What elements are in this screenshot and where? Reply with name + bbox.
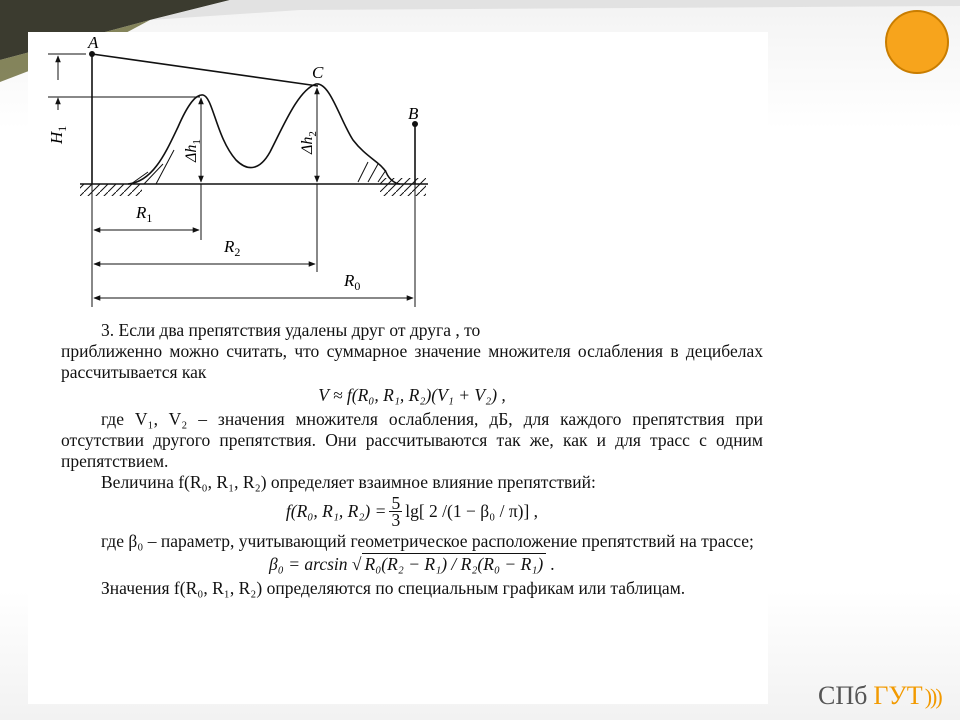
orange-circle-decoration: [885, 10, 949, 74]
body-text: [61, 320, 763, 599]
label-dh2: $\Delta h_2$: [299, 131, 319, 154]
formula-mutual-influence: [61, 495, 763, 528]
paragraph-3: Величина f(R₀, R₁, R₂) определяет взаимное влияние препятствий:: [101, 472, 596, 492]
logo-waves-icon: ))): [924, 684, 941, 709]
terrain-profile: [128, 84, 400, 184]
label-c: C: [312, 63, 324, 82]
line-a-c: [92, 54, 318, 86]
label-r0: $R_0$: [344, 271, 361, 293]
sqrt-sign: √: [351, 554, 362, 574]
logo-spb-text: СПб: [818, 681, 868, 710]
formula-beta: [61, 554, 763, 575]
label-h1: $H_1$: [47, 125, 69, 144]
obstacle-diagram: [28, 32, 438, 317]
paragraph-4: где β₀ – параметр, учитывающий геометрическое расположение препятствий на трассе;: [101, 531, 754, 551]
paragraph-1-rest: приближенно можно считать, что суммарное значение множителя ослабления в децибелах рассчитывается как: [61, 341, 763, 382]
ground-hatch-left: [80, 184, 142, 196]
ground-hatch-right: [380, 178, 426, 196]
formula2-denominator: 3: [391, 510, 401, 530]
formula-total-attenuation: V ≈ f(R₀, R₁, R₂)(V₁ + V₂) ,: [318, 385, 506, 405]
formula3-left: β₀ = arcsin: [269, 554, 348, 574]
light-stripe-shape: [150, 0, 960, 20]
formula3-arg: R₀(R₂ − R₁) / R₂(R₀ − R₁): [362, 553, 547, 574]
formula2-fraction: [389, 495, 402, 528]
paragraph-5: Значения f(R₀, R₁, R₂) определяются по специальным графикам или таблицам.: [101, 578, 686, 598]
label-dh1: $\Delta h_1$: [183, 139, 203, 162]
formula3-end: .: [550, 554, 555, 574]
label-r2: $R_2$: [224, 237, 241, 259]
slide-content: [28, 32, 768, 704]
paragraph-2: где V₁, V₂ – значения множителя ослабления, дБ, для каждого препятствия при отсутствии другого препятствия. Они рассчитываются так же, как и для трасс с одним препятствием.: [61, 409, 763, 471]
logo-gut-text: ГУТ: [873, 681, 923, 710]
label-a: A: [88, 33, 99, 52]
label-r1: $R_1$: [136, 203, 153, 225]
label-b: B: [408, 104, 419, 123]
paragraph-1-line-1: 3. Если два препятствия удалены друг от друга , то: [101, 320, 481, 340]
spbgut-logo: [818, 680, 953, 712]
formula2-numerator: 5: [391, 493, 401, 513]
formula2-right: lg[ 2 /(1 − β₀ / π)] ,: [405, 501, 539, 521]
hill-hatch: [131, 150, 386, 184]
formula2-left: f(R₀, R₁, R₂) =: [285, 501, 387, 521]
